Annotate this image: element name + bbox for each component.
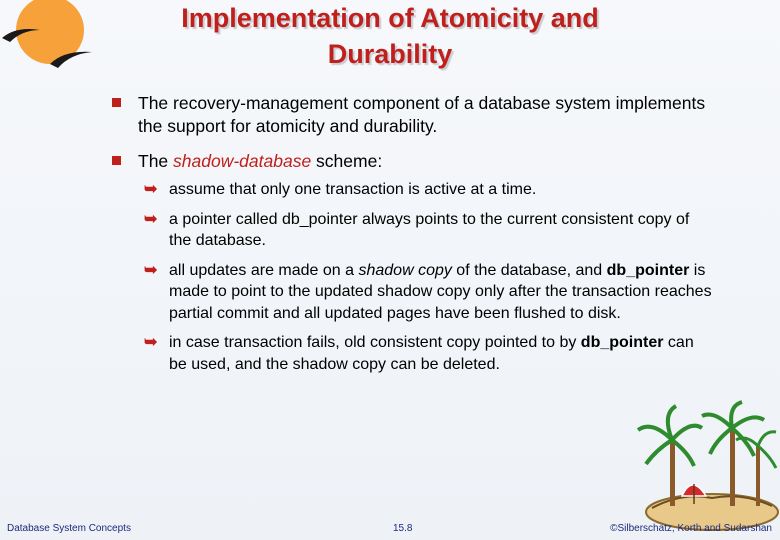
slide-content (112, 92, 712, 383)
palm-island-icon (632, 400, 780, 540)
title-line-2: Durability (327, 39, 453, 69)
bullet-item (112, 92, 712, 138)
bullet-text: The recovery-management component of a database system implements the support for atomicity and durability. (138, 93, 706, 136)
sub-item-text: assume that only one transaction is active at a time. (169, 181, 537, 198)
page-title (0, 0, 780, 72)
arrow-bullet-icon: ➥ (144, 210, 158, 228)
title-line-1: Implementation of Atomicity and (181, 3, 599, 33)
square-bullet-icon (112, 98, 121, 107)
sub-item-part: of the database, and (451, 261, 607, 279)
bullet-prefix: The (138, 151, 174, 171)
arrow-bullet-icon: ➥ (144, 181, 158, 198)
sub-item (144, 179, 712, 201)
sub-item-part: can be used, and the shadow copy can be deleted. (169, 334, 694, 373)
footer-copyright: ©Silberschatz, Korth and Sudarshan (610, 523, 772, 534)
footer-left: Database System Concepts (7, 523, 131, 534)
arrow-bullet-icon: ➥ (144, 334, 158, 351)
bullet-highlight: shadow-database (173, 151, 312, 171)
footer-page-number: 15.8 (393, 523, 413, 534)
sub-item-part: in case transaction fails, old consistent copy pointed to by (169, 334, 581, 351)
arrow-bullet-icon: ➥ (144, 261, 158, 279)
sub-item-text: a pointer called db_pointer always points to the current consistent copy of the database. (169, 210, 690, 249)
sub-list (144, 179, 712, 375)
sub-item-part: is made to point to the updated shadow copy only after the transaction reaches partial commit and all updated pages have been flushed to disk. (169, 261, 712, 322)
bullet-suffix: scheme: (311, 151, 383, 171)
sub-item (144, 260, 712, 325)
bullet-item (112, 150, 712, 173)
sub-item (144, 332, 712, 375)
sub-item-part: all updates are made on a (169, 261, 359, 279)
square-bullet-icon (112, 156, 121, 165)
sub-item-bold: db_pointer (580, 334, 664, 351)
sub-item (144, 209, 712, 252)
sub-item-bold: db_pointer (606, 261, 690, 279)
sub-item-italic: shadow copy (358, 261, 452, 279)
